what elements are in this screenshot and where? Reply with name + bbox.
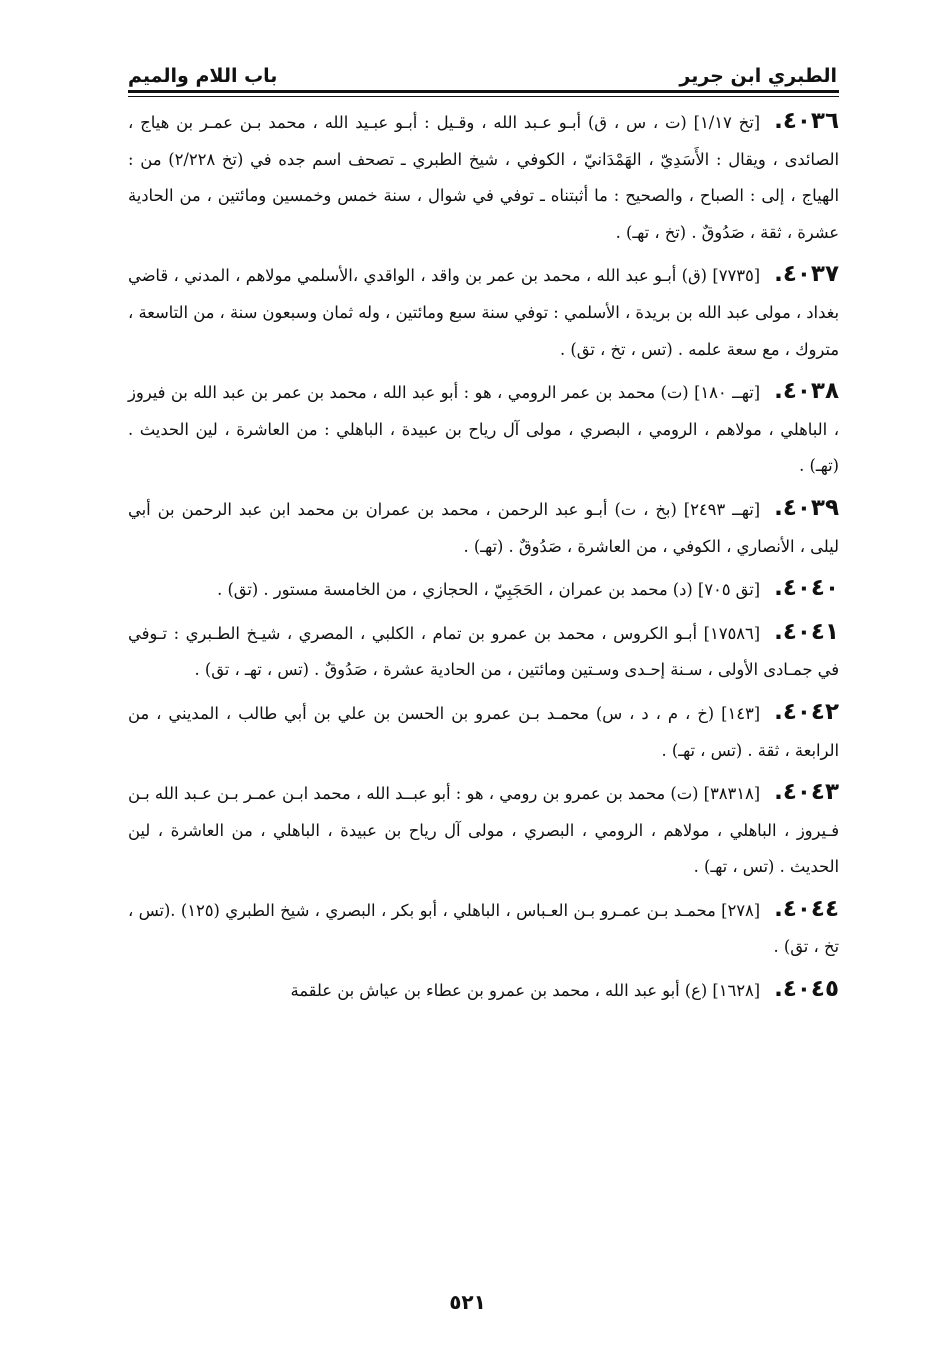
running-title-right: الطبري ابن جرير <box>679 65 837 87</box>
entry-number: ٤٠٤٠. <box>774 575 839 602</box>
entry-number: ٤٠٣٧. <box>774 261 839 288</box>
entry-text: [١٦٢٨] (ع) أبو عبد الله ، محمد بن عمرو بن عطاء بن عياش بن علقمة <box>290 981 761 1001</box>
entry-4043 <box>128 774 839 886</box>
entry-4040 <box>128 570 839 609</box>
entry-4038 <box>128 373 839 485</box>
entry-text: [تهــ ٢٤٩٣] (بخ ، ت) أبـو عبد الرحمن ، محمد بن عمران بن محمد ابن عبد الرحمن بن أبي ليلى ، الأنصاري ، الكوفي ، من العاشرة ، صَدُوقٌ . (تهـ) . <box>128 499 839 556</box>
entry-number: ٤٠٣٦. <box>774 108 839 134</box>
entry-4039 <box>128 490 839 565</box>
entry-number: ٤٠٣٨. <box>774 378 839 405</box>
entry-number: ٤٠٤٥. <box>774 976 839 1003</box>
entry-number: ٤٠٤١. <box>774 618 839 645</box>
running-title-left: باب اللام والميم <box>128 65 278 87</box>
entry-text: [٧٧٣٥] (ق) أبـو عبد الله ، محمد بن عمر بن واقد ، الواقدي ،الأسلمي مولاهم ، المدني ، قاضي بغداد ، مولى عبد الله بن بريدة ، الأسلمي : توفي سنة سبع ومائتين ، وله ثمان وسبعون سنة ، من التاسعة ، متروك ، مع سعة علمه . (تس ، تخ ، تق) . <box>128 266 839 359</box>
entry-4044 <box>128 891 839 966</box>
entry-4037 <box>128 256 839 368</box>
entry-text: [تخ ١/١٧] (ت ، س ، ق) أبـو عـبد الله ، وقـيل : أبـو عبـيد الله ، محمد بـن عمـر بن هياج ، الصائدى ، ويقال : الأَسَدِيّ ، الهَمْدَانيّ ، الكوفي ، شيخ الطبري ـ تصحف اسم جده في (تخ ٢/٢٢٨) من : الهياج ، إلى : الصباح ، والصحيح : ما أثبتناه ـ توفي في شوال ، سنة خمس وخمسين ومائتين ، من الحادية عشرة ، ثقة ، صَدُوقٌ . (تخ ، تهـ) . <box>128 113 839 242</box>
entry-4045 <box>128 971 839 1010</box>
entry-text: [٣٨٣١٨] (ت) محمد بن عمرو بن رومي ، هو : أبو عبــد الله ، محمد ابـن عمـر بـن عـبد الله بـن فـيروز ، الباهلي ، مولاهم ، الرومي ، البصري ، مولى آل رياح بن عبيدة ، الباهلي ، من العاشرة ، لين الحديث . (تس ، تهـ) . <box>128 784 839 877</box>
entry-text: [تهــ ١٨٠] (ت) محمد بن عمر الرومي ، هو : أبو عبد الله ، محمد بن عمر بن عبد الله بن فيروز ، الباهلي ، مولاهم ، الرومي ، البصري ، مولى آل رياح بن عبيدة ، الباهلي : من العاشرة ، لين الحديث . (تهـ) . <box>128 383 839 476</box>
entry-number: ٤٠٤٢. <box>774 698 839 725</box>
entry-number: ٤٠٤٣. <box>774 779 839 806</box>
entries-body <box>128 103 839 1015</box>
entry-number: ٤٠٣٩. <box>774 494 839 521</box>
entry-number: ٤٠٤٤. <box>774 895 840 922</box>
entry-text: [١٧٥٨٦] أبـو الكروس ، محمد بن عمرو بن تمام ، الكلبي ، المصري ، شيـخ الطـبري : تـوفي في جمـادى الأولى ، سـنة إحـدى وسـتين ومائتين ، من الحادية عشرة ، صَدُوقٌ . (تس ، تهـ ، تق) . <box>128 623 839 680</box>
entry-text: [١٤٣] (خ ، م ، د ، س) محمـد بـن عمرو بن الحسن بن علي بن أبي طالب ، المديني ، من الرابعة ، ثقة . (تس ، تهـ) . <box>128 703 839 760</box>
entry-4036 <box>128 103 839 251</box>
header-rule-thick <box>128 90 839 93</box>
entry-4042 <box>128 694 839 769</box>
header-rule-thin <box>128 96 839 97</box>
page-number: ٥٢١ <box>449 1290 486 1314</box>
entry-text: [تق ٧٠٥] (د) محمد بن عمران ، الحَجَبِيّ ، الحجازي ، من الخامسة مستور . (تق) . <box>217 580 761 600</box>
entry-text: [٢٧٨] محمـد بـن عمـرو بـن العـباس ، الباهلي ، أبو بكر ، البصري ، شيخ الطبري (١٢٥) .(تس ، تخ ، تق) . <box>128 900 839 957</box>
running-header <box>128 48 837 88</box>
entry-4041 <box>128 614 839 689</box>
